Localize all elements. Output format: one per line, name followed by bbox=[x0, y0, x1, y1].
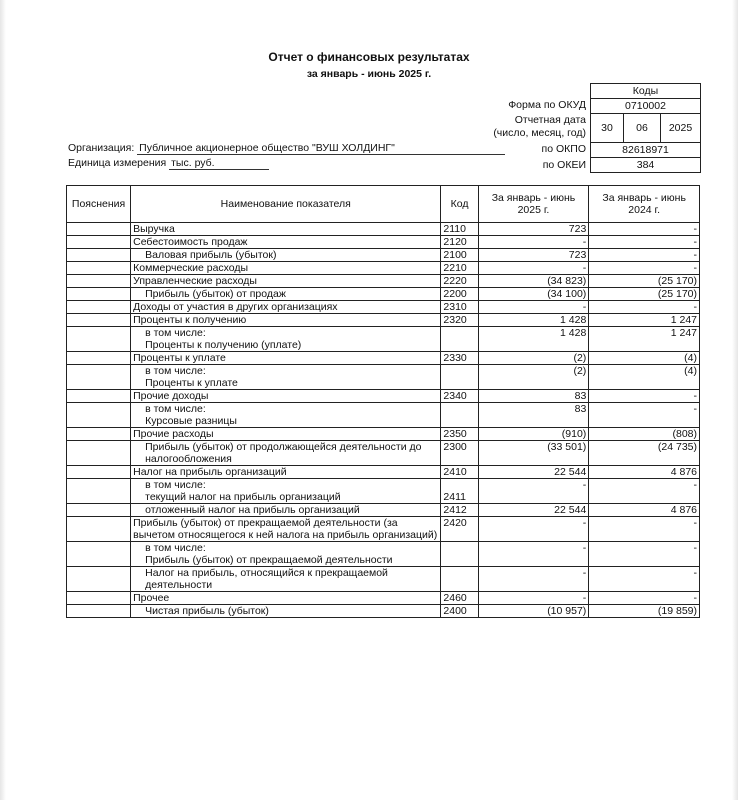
indicator-name: Проценты к получению bbox=[133, 314, 247, 326]
explanation-cell bbox=[67, 567, 131, 592]
indicator-name: Выручка bbox=[133, 223, 175, 235]
indicator-name: Коммерческие расходы bbox=[133, 262, 249, 274]
explanation-cell bbox=[67, 390, 131, 403]
previous-period-value: - bbox=[589, 249, 700, 262]
indicator-name: Чистая прибыль (убыток) bbox=[145, 605, 269, 617]
code-cell: 2310 bbox=[441, 301, 478, 314]
table-row bbox=[67, 288, 700, 301]
current-period-value: - bbox=[478, 542, 589, 567]
indicator-name: Налог на прибыль организаций bbox=[133, 466, 287, 478]
indicator-name: Налог на прибыль, относящийся к прекращаемой деятельности bbox=[145, 567, 388, 591]
indicator-name: текущий налог на прибыль организаций bbox=[145, 491, 341, 503]
current-period-value: 723 bbox=[478, 249, 589, 262]
previous-period-value: (808) bbox=[589, 428, 700, 441]
indicator-name-cell bbox=[131, 605, 441, 618]
okpo-value: 82618971 bbox=[591, 143, 701, 158]
current-period-value: 1 428 bbox=[478, 327, 589, 352]
unit-line bbox=[68, 157, 269, 170]
previous-period-value: - bbox=[589, 592, 700, 605]
unit-label: Единица измерения bbox=[68, 157, 167, 169]
date-label-2: (число, месяц, год) bbox=[493, 127, 586, 139]
explanation-cell bbox=[67, 327, 131, 352]
page-edge-right bbox=[732, 0, 738, 800]
indicator-name: Курсовые разницы bbox=[145, 415, 237, 427]
indicator-name: Себестоимость продаж bbox=[133, 236, 248, 248]
including-label: в том числе: bbox=[145, 327, 206, 339]
indicator-name: Прочие расходы bbox=[133, 428, 214, 440]
code-cell: 2420 bbox=[441, 517, 478, 542]
table-row bbox=[67, 314, 700, 327]
indicator-name: Проценты к получению (уплате) bbox=[145, 339, 302, 351]
okei-label: по ОКЕИ bbox=[542, 159, 586, 171]
indicator-name-cell bbox=[131, 223, 441, 236]
previous-period-value: (24 735) bbox=[589, 441, 700, 466]
current-period-value: (33 501) bbox=[478, 441, 589, 466]
table-row bbox=[67, 223, 700, 236]
previous-period-value: 1 247 bbox=[589, 314, 700, 327]
code-cell: 2350 bbox=[441, 428, 478, 441]
indicator-name-cell bbox=[131, 275, 441, 288]
code-cell: 2460 bbox=[441, 592, 478, 605]
organization-value: Публичное акционерное общество "ВУШ ХОЛДИНГ" bbox=[137, 142, 505, 155]
okud-label: Форма по ОКУД bbox=[508, 99, 586, 111]
table-row bbox=[67, 327, 700, 352]
current-period-value: - bbox=[478, 262, 589, 275]
explanation-cell bbox=[67, 479, 131, 504]
indicator-name-cell bbox=[131, 542, 441, 567]
previous-period-value: (25 170) bbox=[589, 288, 700, 301]
explanation-cell bbox=[67, 466, 131, 479]
indicator-name: Прибыль (убыток) от продаж bbox=[145, 288, 286, 300]
code-cell: 2120 bbox=[441, 236, 478, 249]
indicator-name: Проценты к уплате bbox=[133, 352, 226, 364]
okud-value: 0710002 bbox=[591, 99, 701, 114]
indicator-name-cell bbox=[131, 249, 441, 262]
explanation-cell bbox=[67, 517, 131, 542]
explanation-cell bbox=[67, 403, 131, 428]
okpo-label: по ОКПО bbox=[541, 143, 586, 155]
explanation-cell bbox=[67, 314, 131, 327]
previous-period-value: 4 876 bbox=[589, 466, 700, 479]
code-cell: 2200 bbox=[441, 288, 478, 301]
codes-heading: Коды bbox=[591, 84, 701, 99]
table-row bbox=[67, 466, 700, 479]
indicator-name: Прочие доходы bbox=[133, 390, 209, 402]
indicator-name-cell bbox=[131, 403, 441, 428]
indicator-name: Прочее bbox=[133, 592, 170, 604]
previous-period-value: - bbox=[589, 403, 700, 428]
current-period-value: - bbox=[478, 567, 589, 592]
explanation-cell bbox=[67, 352, 131, 365]
current-period-value: (34 100) bbox=[478, 288, 589, 301]
previous-period-value: - bbox=[589, 517, 700, 542]
code-cell: 2340 bbox=[441, 390, 478, 403]
organization-line bbox=[68, 142, 505, 155]
code-cell: 2412 bbox=[441, 504, 478, 517]
table-row bbox=[67, 592, 700, 605]
previous-period-value: - bbox=[589, 479, 700, 504]
explanation-cell bbox=[67, 441, 131, 466]
indicator-name: Доходы от участия в других организациях bbox=[133, 301, 338, 313]
col-code: Код bbox=[441, 186, 478, 223]
including-label: в том числе: bbox=[145, 542, 206, 554]
indicator-name-cell bbox=[131, 301, 441, 314]
table-row bbox=[67, 365, 700, 390]
indicator-name-cell bbox=[131, 517, 441, 542]
current-period-value: 22 544 bbox=[478, 504, 589, 517]
code-cell bbox=[441, 403, 478, 428]
previous-period-value: - bbox=[589, 262, 700, 275]
previous-period-value: 4 876 bbox=[589, 504, 700, 517]
indicator-name-cell bbox=[131, 466, 441, 479]
indicator-name-cell bbox=[131, 288, 441, 301]
previous-period-value: (4) bbox=[589, 365, 700, 390]
report-period: за январь - июнь 2025 г. bbox=[306, 68, 432, 80]
current-period-value: (2) bbox=[478, 365, 589, 390]
explanation-cell bbox=[67, 262, 131, 275]
table-row bbox=[67, 301, 700, 314]
indicator-name: Проценты к уплате bbox=[145, 377, 238, 389]
code-cell: 2210 bbox=[441, 262, 478, 275]
col-previous-period: За январь - июнь 2024 г. bbox=[589, 186, 700, 223]
including-label: в том числе: bbox=[145, 403, 206, 415]
date-day: 30 bbox=[591, 114, 624, 143]
indicator-name-cell bbox=[131, 314, 441, 327]
previous-period-value: - bbox=[589, 390, 700, 403]
code-cell bbox=[441, 542, 478, 567]
code-cell: 2320 bbox=[441, 314, 478, 327]
code-cell bbox=[441, 567, 478, 592]
current-period-value: (10 957) bbox=[478, 605, 589, 618]
table-row bbox=[67, 236, 700, 249]
current-period-value: - bbox=[478, 592, 589, 605]
report-title: Отчет о финансовых результатах bbox=[268, 50, 470, 64]
table-row bbox=[67, 542, 700, 567]
explanation-cell bbox=[67, 542, 131, 567]
code-cell: 2410 bbox=[441, 466, 478, 479]
table-row bbox=[67, 352, 700, 365]
table-row bbox=[67, 249, 700, 262]
previous-period-value: - bbox=[589, 223, 700, 236]
table-row bbox=[67, 275, 700, 288]
indicator-name: Управленческие расходы bbox=[133, 275, 257, 287]
explanation-cell bbox=[67, 288, 131, 301]
indicator-name: Прибыль (убыток) от прекращаемой деятельности bbox=[145, 554, 393, 566]
current-period-value: 22 544 bbox=[478, 466, 589, 479]
indicator-name-cell bbox=[131, 352, 441, 365]
table-row bbox=[67, 441, 700, 466]
table-row bbox=[67, 504, 700, 517]
date-label-1: Отчетная дата bbox=[514, 114, 586, 126]
organization-label: Организация: bbox=[68, 142, 135, 154]
explanation-cell bbox=[67, 605, 131, 618]
table-row bbox=[67, 517, 700, 542]
previous-period-value: - bbox=[589, 567, 700, 592]
code-cell: 2330 bbox=[441, 352, 478, 365]
code-cell: 2411 bbox=[441, 479, 478, 504]
current-period-value: 83 bbox=[478, 390, 589, 403]
indicator-name-cell bbox=[131, 236, 441, 249]
current-period-value: 1 428 bbox=[478, 314, 589, 327]
current-period-value: 723 bbox=[478, 223, 589, 236]
table-row bbox=[67, 567, 700, 592]
financial-results-table bbox=[66, 185, 700, 618]
explanation-cell bbox=[67, 249, 131, 262]
codes-table bbox=[590, 83, 701, 173]
current-period-value: (2) bbox=[478, 352, 589, 365]
date-month: 06 bbox=[624, 114, 661, 143]
current-period-value: - bbox=[478, 236, 589, 249]
explanation-cell bbox=[67, 592, 131, 605]
including-label: в том числе: bbox=[145, 479, 206, 491]
table-row bbox=[67, 403, 700, 428]
explanation-cell bbox=[67, 223, 131, 236]
indicator-name: Прибыль (убыток) от продолжающейся деятельности до налогообложения bbox=[145, 441, 422, 465]
current-period-value: 83 bbox=[478, 403, 589, 428]
explanation-cell bbox=[67, 236, 131, 249]
current-period-value: - bbox=[478, 301, 589, 314]
indicator-name-cell bbox=[131, 441, 441, 466]
current-period-value: (34 823) bbox=[478, 275, 589, 288]
code-cell: 2110 bbox=[441, 223, 478, 236]
indicator-name-cell bbox=[131, 262, 441, 275]
indicator-name-cell bbox=[131, 390, 441, 403]
explanation-cell bbox=[67, 275, 131, 288]
indicator-name: Прибыль (убыток) от прекращаемой деятельности (за вычетом относящегося к ней налога на прибыль организаций) bbox=[133, 517, 438, 541]
col-explanations: Пояснения bbox=[67, 186, 131, 223]
previous-period-value: (19 859) bbox=[589, 605, 700, 618]
indicator-name-cell bbox=[131, 479, 441, 504]
current-period-value: - bbox=[478, 517, 589, 542]
code-cell: 2400 bbox=[441, 605, 478, 618]
indicator-name-cell bbox=[131, 592, 441, 605]
indicator-name-cell bbox=[131, 327, 441, 352]
okei-value: 384 bbox=[591, 158, 701, 173]
unit-value: тыс. руб. bbox=[169, 157, 269, 170]
current-period-value: - bbox=[478, 479, 589, 504]
current-period-value: (910) bbox=[478, 428, 589, 441]
previous-period-value: - bbox=[589, 542, 700, 567]
explanation-cell bbox=[67, 365, 131, 390]
table-row bbox=[67, 428, 700, 441]
date-year: 2025 bbox=[661, 114, 701, 143]
previous-period-value: (4) bbox=[589, 352, 700, 365]
previous-period-value: - bbox=[589, 236, 700, 249]
explanation-cell bbox=[67, 504, 131, 517]
table-row bbox=[67, 262, 700, 275]
table-row bbox=[67, 479, 700, 504]
table-row bbox=[67, 390, 700, 403]
indicator-name-cell bbox=[131, 504, 441, 517]
table-body bbox=[67, 223, 700, 618]
explanation-cell bbox=[67, 428, 131, 441]
explanation-cell bbox=[67, 301, 131, 314]
code-cell: 2220 bbox=[441, 275, 478, 288]
indicator-name-cell bbox=[131, 428, 441, 441]
indicator-name-cell bbox=[131, 365, 441, 390]
indicator-name: отложенный налог на прибыль организаций bbox=[145, 504, 360, 516]
previous-period-value: - bbox=[589, 301, 700, 314]
including-label: в том числе: bbox=[145, 365, 206, 377]
previous-period-value: (25 170) bbox=[589, 275, 700, 288]
indicator-name: Валовая прибыль (убыток) bbox=[145, 249, 277, 261]
code-cell: 2100 bbox=[441, 249, 478, 262]
code-cell: 2300 bbox=[441, 441, 478, 466]
indicator-name-cell bbox=[131, 567, 441, 592]
col-current-period: За январь - июнь 2025 г. bbox=[478, 186, 589, 223]
page-edge-left bbox=[0, 0, 6, 800]
table-row bbox=[67, 605, 700, 618]
col-indicator-name: Наименование показателя bbox=[131, 186, 441, 223]
code-cell bbox=[441, 327, 478, 352]
code-cell bbox=[441, 365, 478, 390]
previous-period-value: 1 247 bbox=[589, 327, 700, 352]
